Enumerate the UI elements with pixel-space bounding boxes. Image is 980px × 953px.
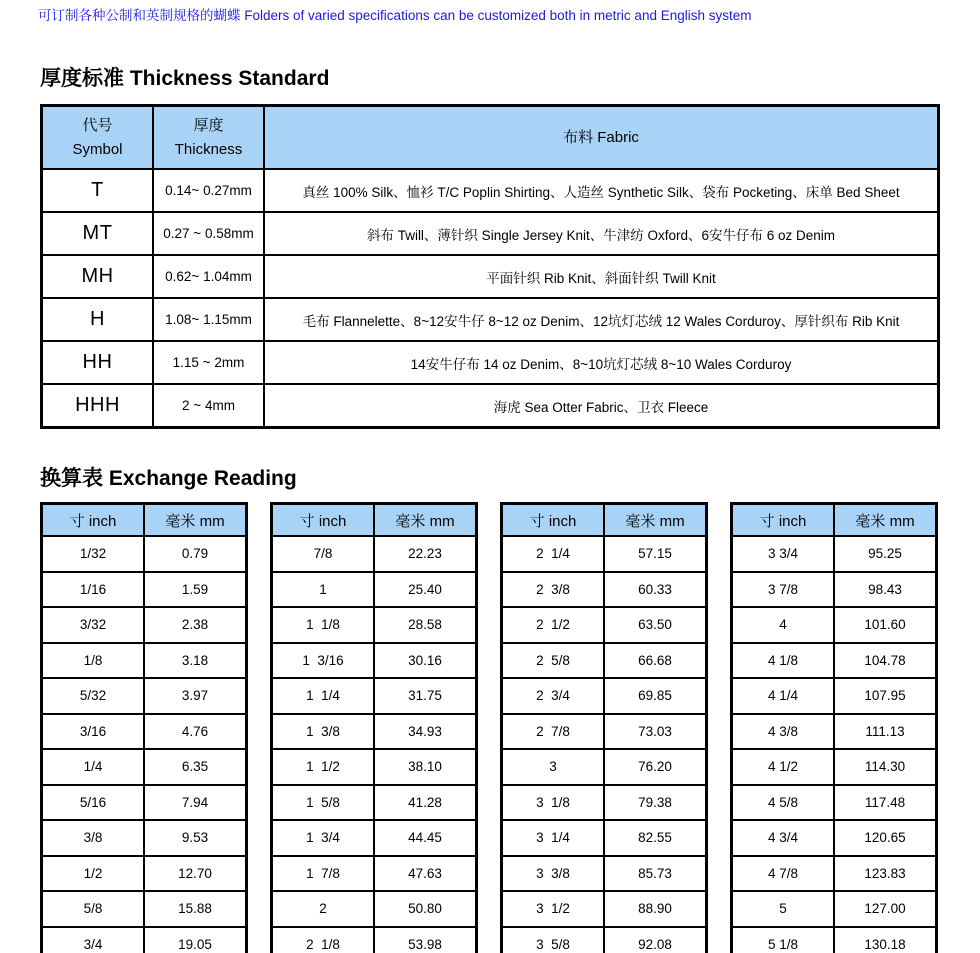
mm-cell: 60.33 [604, 572, 707, 608]
exchange-row [502, 891, 707, 927]
inch-cell: 1 3/8 [272, 714, 375, 750]
exchange-row [42, 891, 247, 927]
thickness-table-header [42, 106, 939, 170]
inch-cell: 1/16 [42, 572, 145, 608]
inch-cell: 1 1/4 [272, 678, 375, 714]
header-fabric: 布料 Fabric [264, 106, 939, 170]
thickness-cell: 1.08~ 1.15mm [153, 298, 264, 341]
mm-cell: 82.55 [604, 820, 707, 856]
exchange-header-row [272, 504, 477, 537]
exchange-table-3-body [502, 536, 707, 953]
thickness-row [42, 384, 939, 428]
mm-cell: 79.38 [604, 785, 707, 821]
mm-cell: 130.18 [834, 927, 937, 953]
mm-cell: 120.65 [834, 820, 937, 856]
header-symbol [42, 106, 154, 170]
exchange-row [732, 714, 937, 750]
mm-cell: 22.23 [374, 536, 477, 572]
header-inch: 寸 inch [272, 504, 375, 537]
mm-cell: 127.00 [834, 891, 937, 927]
exchange-table-1-body [42, 536, 247, 953]
exchange-row [272, 678, 477, 714]
header-thickness-zh: 厚度 [193, 116, 224, 134]
exchange-row [502, 536, 707, 572]
fabric-cell: 平面针织 Rib Knit、斜面针织 Twill Knit [264, 255, 939, 298]
header-mm: 毫米 mm [144, 504, 247, 537]
inch-cell: 3/4 [42, 927, 145, 953]
exchange-row [272, 891, 477, 927]
exchange-row [732, 678, 937, 714]
top-note: 可订制各种公制和英制规格的蝴蝶 Folders of varied specifications can be customized both in metric and English system [38, 8, 752, 23]
mm-cell: 114.30 [834, 749, 937, 785]
mm-cell: 73.03 [604, 714, 707, 750]
exchange-row [272, 856, 477, 892]
thickness-row [42, 255, 939, 298]
exchange-row [732, 785, 937, 821]
mm-cell: 88.90 [604, 891, 707, 927]
mm-cell: 47.63 [374, 856, 477, 892]
exchange-tables-container [40, 502, 980, 953]
exchange-table-2 [270, 502, 478, 953]
mm-cell: 57.15 [604, 536, 707, 572]
exchange-row [42, 856, 247, 892]
exchange-row [732, 891, 937, 927]
exchange-row [502, 607, 707, 643]
inch-cell: 4 [732, 607, 835, 643]
inch-cell: 2 1/4 [502, 536, 605, 572]
exchange-row [502, 820, 707, 856]
mm-cell: 92.08 [604, 927, 707, 953]
inch-cell: 1/32 [42, 536, 145, 572]
exchange-row [732, 643, 937, 679]
mm-cell: 25.40 [374, 572, 477, 608]
symbol-cell: MT [42, 212, 154, 255]
exchange-row [272, 820, 477, 856]
exchange-row [272, 714, 477, 750]
mm-cell: 104.78 [834, 643, 937, 679]
inch-cell: 3/16 [42, 714, 145, 750]
mm-cell: 66.68 [604, 643, 707, 679]
inch-cell: 7/8 [272, 536, 375, 572]
exchange-row [272, 572, 477, 608]
mm-cell: 3.97 [144, 678, 247, 714]
thickness-row [42, 169, 939, 212]
thickness-cell: 0.27 ~ 0.58mm [153, 212, 264, 255]
mm-cell: 31.75 [374, 678, 477, 714]
fabric-cell: 毛布 Flannelette、8~12安牛仔 8~12 oz Denim、12坑灯芯绒 12 Wales Corduroy、厚针织布 Rib Knit [264, 298, 939, 341]
header-thickness-en: Thickness [174, 140, 243, 158]
inch-cell: 1 5/8 [272, 785, 375, 821]
inch-cell: 3 7/8 [732, 572, 835, 608]
exchange-row [42, 572, 247, 608]
inch-cell: 1 3/4 [272, 820, 375, 856]
exchange-row [502, 927, 707, 953]
inch-cell: 1 [272, 572, 375, 608]
mm-cell: 63.50 [604, 607, 707, 643]
inch-cell: 1/2 [42, 856, 145, 892]
mm-cell: 123.83 [834, 856, 937, 892]
exchange-header-row [502, 504, 707, 537]
inch-cell: 4 1/8 [732, 643, 835, 679]
thickness-standard-table [40, 104, 940, 429]
inch-cell: 2 1/2 [502, 607, 605, 643]
inch-cell: 5/32 [42, 678, 145, 714]
thickness-header-row [42, 106, 939, 170]
inch-cell: 2 5/8 [502, 643, 605, 679]
inch-cell: 5/16 [42, 785, 145, 821]
symbol-cell: HHH [42, 384, 154, 428]
mm-cell: 9.53 [144, 820, 247, 856]
exchange-row [272, 749, 477, 785]
inch-cell: 4 1/4 [732, 678, 835, 714]
thickness-cell: 0.14~ 0.27mm [153, 169, 264, 212]
header-inch: 寸 inch [732, 504, 835, 537]
inch-cell: 5 [732, 891, 835, 927]
exchange-row [272, 785, 477, 821]
mm-cell: 111.13 [834, 714, 937, 750]
inch-cell: 2 3/8 [502, 572, 605, 608]
mm-cell: 107.95 [834, 678, 937, 714]
exchange-row [42, 643, 247, 679]
thickness-cell: 0.62~ 1.04mm [153, 255, 264, 298]
inch-cell: 1 1/2 [272, 749, 375, 785]
exchange-reading-title: 换算表 Exchange Reading [40, 467, 297, 490]
exchange-row [502, 714, 707, 750]
mm-cell: 44.45 [374, 820, 477, 856]
symbol-cell: MH [42, 255, 154, 298]
inch-cell: 3 1/2 [502, 891, 605, 927]
mm-cell: 28.58 [374, 607, 477, 643]
mm-cell: 38.10 [374, 749, 477, 785]
exchange-table-3-header [502, 504, 707, 537]
fabric-cell: 海虎 Sea Otter Fabric、卫衣 Fleece [264, 384, 939, 428]
exchange-table-3 [500, 502, 708, 953]
inch-cell: 1/8 [42, 643, 145, 679]
exchange-row [502, 643, 707, 679]
symbol-cell: H [42, 298, 154, 341]
mm-cell: 7.94 [144, 785, 247, 821]
mm-cell: 101.60 [834, 607, 937, 643]
mm-cell: 0.79 [144, 536, 247, 572]
exchange-table-4 [730, 502, 938, 953]
header-symbol-zh: 代号 [82, 116, 113, 134]
exchange-table-2-body [272, 536, 477, 953]
exchange-row [272, 536, 477, 572]
inch-cell: 4 3/4 [732, 820, 835, 856]
exchange-row [42, 927, 247, 953]
mm-cell: 1.59 [144, 572, 247, 608]
inch-cell: 1 7/8 [272, 856, 375, 892]
inch-cell: 2 7/8 [502, 714, 605, 750]
thickness-standard-title: 厚度标准 Thickness Standard [40, 67, 330, 90]
exchange-row [42, 785, 247, 821]
exchange-row [732, 536, 937, 572]
exchange-row [42, 714, 247, 750]
exchange-table-4-header [732, 504, 937, 537]
exchange-header-row [732, 504, 937, 537]
mm-cell: 50.80 [374, 891, 477, 927]
exchange-row [42, 820, 247, 856]
inch-cell: 3/32 [42, 607, 145, 643]
inch-cell: 2 1/8 [272, 927, 375, 953]
exchange-row [272, 643, 477, 679]
inch-cell: 1 1/8 [272, 607, 375, 643]
mm-cell: 95.25 [834, 536, 937, 572]
exchange-header-row [42, 504, 247, 537]
inch-cell: 2 [272, 891, 375, 927]
exchange-row [42, 678, 247, 714]
thickness-table-body [42, 169, 939, 428]
mm-cell: 53.98 [374, 927, 477, 953]
header-mm: 毫米 mm [374, 504, 477, 537]
mm-cell: 85.73 [604, 856, 707, 892]
symbol-cell: T [42, 169, 154, 212]
thickness-row [42, 298, 939, 341]
exchange-table-4-body [732, 536, 937, 953]
mm-cell: 76.20 [604, 749, 707, 785]
mm-cell: 3.18 [144, 643, 247, 679]
exchange-table-1 [40, 502, 248, 953]
mm-cell: 30.16 [374, 643, 477, 679]
thickness-cell: 2 ~ 4mm [153, 384, 264, 428]
inch-cell: 3 [502, 749, 605, 785]
exchange-row [42, 607, 247, 643]
symbol-cell: HH [42, 341, 154, 384]
inch-cell: 3 5/8 [502, 927, 605, 953]
mm-cell: 15.88 [144, 891, 247, 927]
exchange-row [502, 572, 707, 608]
exchange-row [732, 749, 937, 785]
fabric-cell: 14安牛仔布 14 oz Denim、8~10坑灯芯绒 8~10 Wales Corduroy [264, 341, 939, 384]
header-mm: 毫米 mm [604, 504, 707, 537]
inch-cell: 1 3/16 [272, 643, 375, 679]
exchange-table-1-header [42, 504, 247, 537]
header-thickness [153, 106, 264, 170]
mm-cell: 19.05 [144, 927, 247, 953]
thickness-row [42, 212, 939, 255]
inch-cell: 4 5/8 [732, 785, 835, 821]
header-symbol-en: Symbol [72, 140, 123, 158]
inch-cell: 4 3/8 [732, 714, 835, 750]
exchange-row [502, 749, 707, 785]
inch-cell: 4 1/2 [732, 749, 835, 785]
inch-cell: 3 1/8 [502, 785, 605, 821]
header-mm: 毫米 mm [834, 504, 937, 537]
thickness-row [42, 341, 939, 384]
exchange-row [732, 856, 937, 892]
header-inch: 寸 inch [502, 504, 605, 537]
exchange-row [42, 536, 247, 572]
exchange-row [272, 607, 477, 643]
fabric-cell: 斜布 Twill、薄针织 Single Jersey Knit、牛津纺 Oxford、6安牛仔布 6 oz Denim [264, 212, 939, 255]
mm-cell: 6.35 [144, 749, 247, 785]
exchange-row [732, 607, 937, 643]
header-inch: 寸 inch [42, 504, 145, 537]
mm-cell: 69.85 [604, 678, 707, 714]
inch-cell: 3 1/4 [502, 820, 605, 856]
inch-cell: 3/8 [42, 820, 145, 856]
inch-cell: 2 3/4 [502, 678, 605, 714]
mm-cell: 41.28 [374, 785, 477, 821]
exchange-table-2-header [272, 504, 477, 537]
inch-cell: 3 3/8 [502, 856, 605, 892]
inch-cell: 5 1/8 [732, 927, 835, 953]
exchange-row [732, 572, 937, 608]
mm-cell: 12.70 [144, 856, 247, 892]
exchange-row [502, 785, 707, 821]
inch-cell: 1/4 [42, 749, 145, 785]
mm-cell: 4.76 [144, 714, 247, 750]
mm-cell: 34.93 [374, 714, 477, 750]
exchange-row [502, 678, 707, 714]
exchange-row [502, 856, 707, 892]
inch-cell: 3 3/4 [732, 536, 835, 572]
mm-cell: 98.43 [834, 572, 937, 608]
inch-cell: 5/8 [42, 891, 145, 927]
thickness-cell: 1.15 ~ 2mm [153, 341, 264, 384]
exchange-row [42, 749, 247, 785]
fabric-cell: 真丝 100% Silk、恤衫 T/C Poplin Shirting、人造丝 Synthetic Silk、袋布 Pocketing、床单 Bed Sheet [264, 169, 939, 212]
exchange-row [272, 927, 477, 953]
exchange-row [732, 927, 937, 953]
mm-cell: 117.48 [834, 785, 937, 821]
inch-cell: 4 7/8 [732, 856, 835, 892]
mm-cell: 2.38 [144, 607, 247, 643]
exchange-row [732, 820, 937, 856]
